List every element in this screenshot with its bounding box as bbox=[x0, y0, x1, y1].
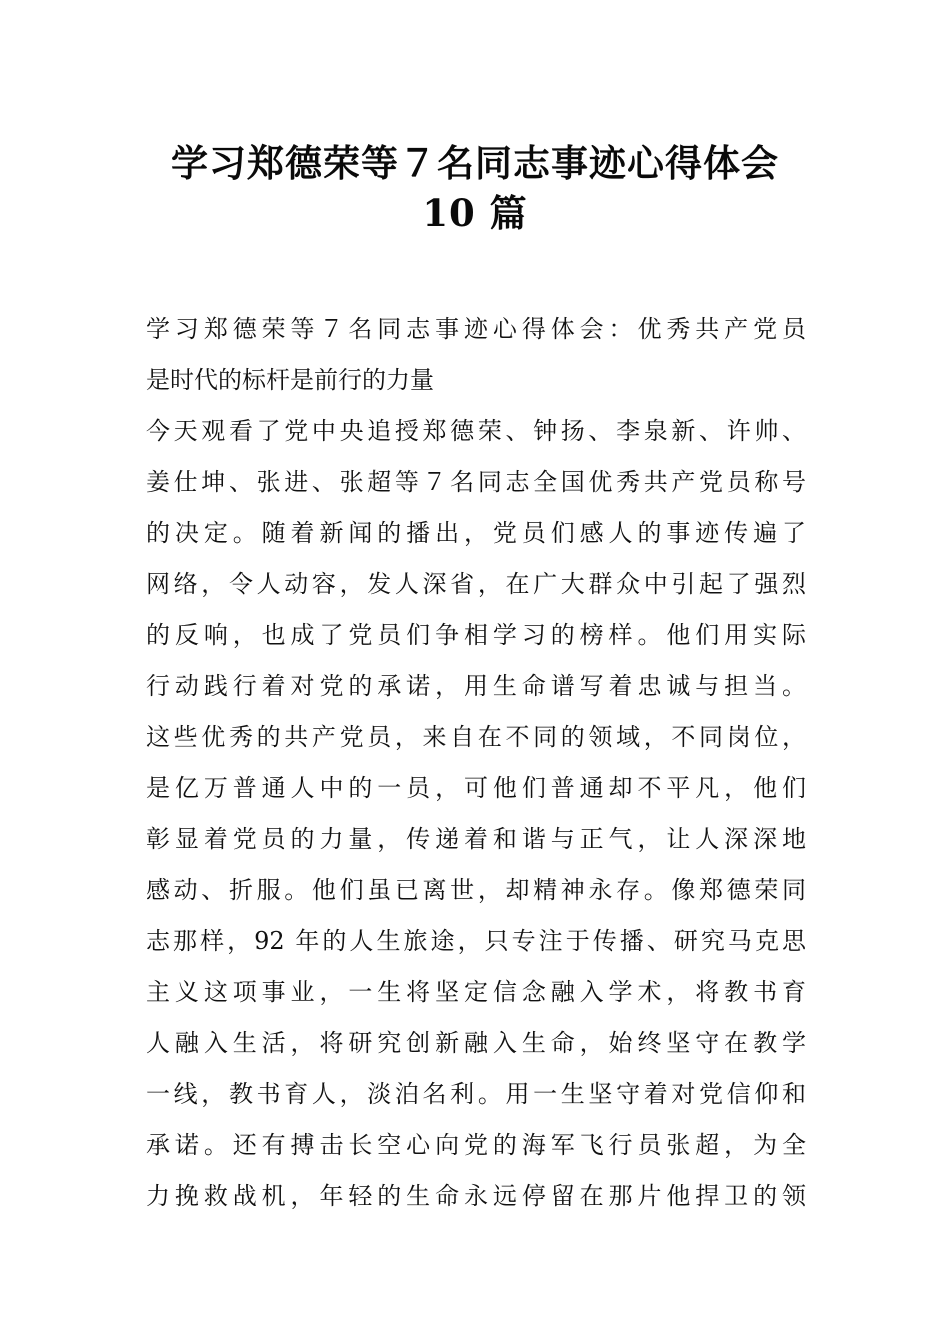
paragraph-line: 力挽救战机，年轻的生命永远停留在那片他捍卫的领 bbox=[146, 1182, 806, 1210]
article-subheading bbox=[146, 304, 806, 406]
paragraph-line: 今天观看了党中央追授郑德荣、钟扬、李泉新、许帅、 bbox=[146, 417, 806, 445]
paragraph-line: 主义这项事业，一生将坚定信念融入学术，将教书育 bbox=[146, 978, 806, 1006]
paragraph-line: 的反响，也成了党员们争相学习的榜样。他们用实际 bbox=[146, 621, 806, 649]
paragraph-line: 人融入生活，将研究创新融入生命，始终坚守在教学 bbox=[146, 1029, 806, 1057]
paragraph-line: 姜仕坤、张进、张超等７名同志全国优秀共产党员称号 bbox=[146, 468, 806, 496]
paragraph-line: 志那样，92 年的人生旅途，只专注于传播、研究马克思 bbox=[146, 927, 806, 955]
paragraph-line: 彰显着党员的力量，传递着和谐与正气，让人深深地 bbox=[146, 825, 806, 853]
document-title-line-2: 10 篇 bbox=[422, 191, 528, 235]
paragraph-line: 一线，教书育人，淡泊名利。用一生坚守着对党信仰和 bbox=[146, 1080, 806, 1108]
paragraph-line: 是亿万普通人中的一员，可他们普通却不平凡，他们 bbox=[146, 774, 806, 802]
paragraph-line: 的决定。随着新闻的播出，党员们感人的事迹传遍了 bbox=[146, 519, 806, 547]
paragraph-line: 这些优秀的共产党员，来自在不同的领域，不同岗位， bbox=[146, 723, 806, 751]
subheading-line: 学习郑德荣等７名同志事迹心得体会：优秀共产党员 bbox=[146, 315, 806, 343]
paragraph-line: 网络，令人动容，发人深省，在广大群众中引起了强烈 bbox=[146, 570, 806, 598]
paragraph-line: 行动践行着对党的承诺，用生命谱写着忠诚与担当。 bbox=[146, 672, 806, 700]
article-paragraph bbox=[146, 406, 806, 1222]
subheading-line: 是时代的标杆是前行的力量 bbox=[146, 366, 434, 394]
document-body bbox=[146, 304, 806, 1222]
paragraph-line: 承诺。还有搏击长空心向党的海军飞行员张超，为全 bbox=[146, 1131, 806, 1159]
paragraph-line: 感动、折服。他们虽已离世，却精神永存。像郑德荣同 bbox=[146, 876, 806, 904]
document-title-line-1: 学习郑德荣等７名同志事迹心得体会 bbox=[171, 141, 779, 185]
